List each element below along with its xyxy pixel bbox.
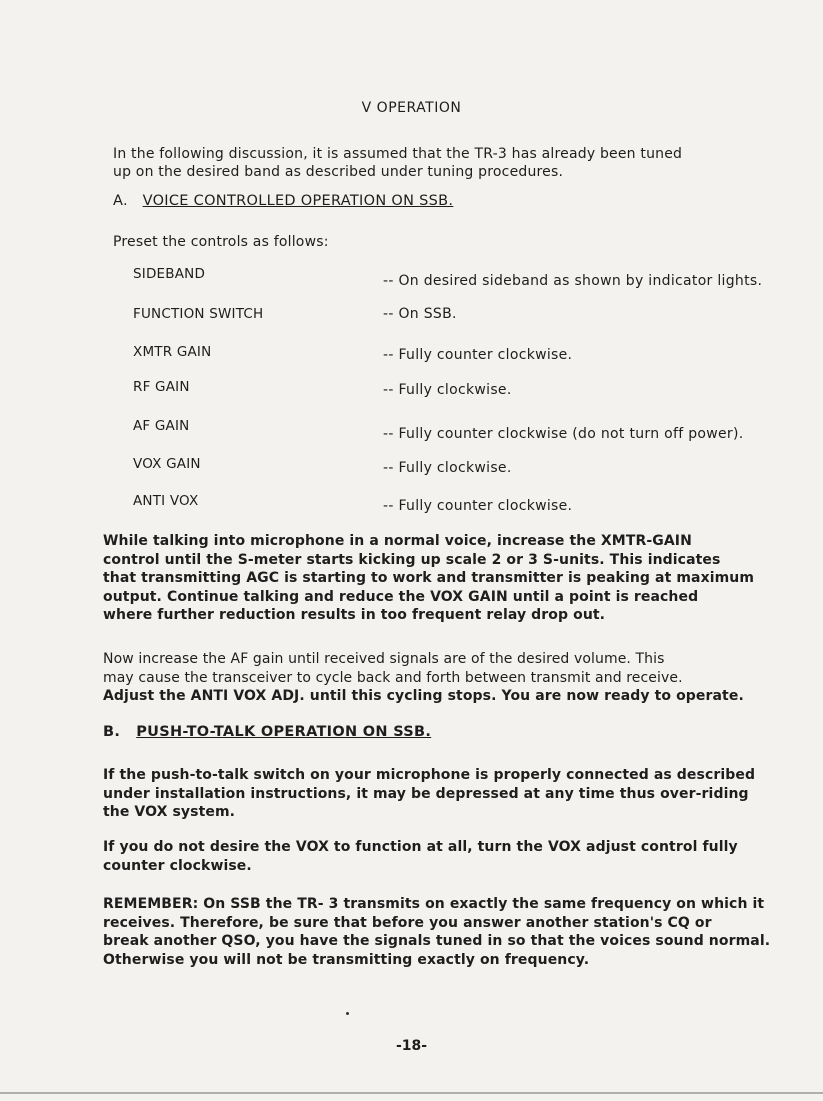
text-line: break another QSO, you have the signals tuned in so that the voices sound normal. (103, 933, 771, 949)
control-setting: -- On desired sideband as shown by indicator lights. (383, 273, 763, 289)
text-line: up on the desired band as described under tuning procedures. (113, 164, 564, 180)
text-line: the VOX system. (103, 804, 236, 820)
page-edge-shadow (0, 1092, 823, 1094)
section-b-heading (103, 724, 431, 740)
control-name: XMTR GAIN (133, 344, 212, 360)
text-line: In the following discussion, it is assumed that the TR-3 has already been tuned (113, 146, 683, 162)
section-a-letter: A. (113, 193, 128, 209)
text-line: receives. Therefore, be sure that before you answer another station's CQ or (103, 914, 712, 931)
page-number: -18- (395, 1038, 428, 1054)
text-line: output. Continue talking and reduce the VOX GAIN until a point is reached (103, 588, 699, 605)
control-name: SIDEBAND (133, 266, 206, 282)
control-name: ANTI VOX (133, 493, 199, 509)
control-setting: -- Fully counter clockwise (do not turn off power). (383, 426, 744, 442)
text-line: may cause the transceiver to cycle back and forth between transmit and receive. (103, 669, 683, 686)
text-line: Now increase the AF gain until received signals are of the desired volume. This (103, 651, 665, 667)
text-line: where further reduction results in too frequent relay drop out. (103, 607, 606, 623)
preset-intro: Preset the controls as follows: (113, 234, 329, 250)
section-a-heading (113, 193, 453, 209)
text-line: If you do not desire the VOX to function at all, turn the VOX adjust control fully (103, 839, 738, 855)
control-setting: -- Fully counter clockwise. (383, 347, 573, 363)
text-line: under installation instructions, it may be depressed at any time thus over-riding (103, 785, 749, 802)
text-line: that transmitting AGC is starting to work and transmitter is peaking at maximum (103, 570, 755, 586)
control-name: VOX GAIN (133, 456, 201, 472)
intro-paragraph (113, 145, 682, 181)
section-heading: V OPERATION (361, 100, 462, 116)
control-setting: -- Fully clockwise. (383, 382, 512, 398)
text-line: Otherwise you will not be transmitting exactly on frequency. (103, 951, 590, 968)
scan-speck (346, 1012, 349, 1015)
text-line: Adjust the ANTI VOX ADJ. until this cycling stops. You are now ready to operate. (103, 688, 744, 704)
control-setting: -- On SSB. (383, 306, 457, 322)
control-name: AF GAIN (133, 418, 190, 434)
control-name: RF GAIN (133, 379, 190, 395)
text-line: control until the S-meter starts kicking up scale 2 or 3 S-units. This indicates (103, 551, 721, 568)
text-line: REMEMBER: On SSB the TR- 3 transmits on exactly the same frequency on which it (103, 896, 765, 912)
control-setting: -- Fully clockwise. (383, 460, 512, 476)
control-setting: -- Fully counter clockwise. (383, 498, 573, 514)
text-line: If the push-to-talk switch on your microphone is properly connected as described (103, 767, 756, 783)
section-b-letter: B. (103, 724, 121, 740)
vox-disable-paragraph (103, 838, 738, 875)
ptt-paragraph (103, 766, 755, 822)
text-line: While talking into microphone in a normal voice, increase the XMTR-GAIN (103, 533, 692, 549)
remember-paragraph (103, 895, 770, 969)
af-gain-paragraph (103, 650, 744, 706)
section-b-title: PUSH-TO-TALK OPERATION ON SSB. (136, 724, 432, 740)
vox-setup-paragraph (103, 532, 754, 625)
section-a-title: VOICE CONTROLLED OPERATION ON SSB. (142, 193, 454, 209)
control-name: FUNCTION SWITCH (133, 306, 264, 322)
text-line: counter clockwise. (103, 857, 252, 874)
